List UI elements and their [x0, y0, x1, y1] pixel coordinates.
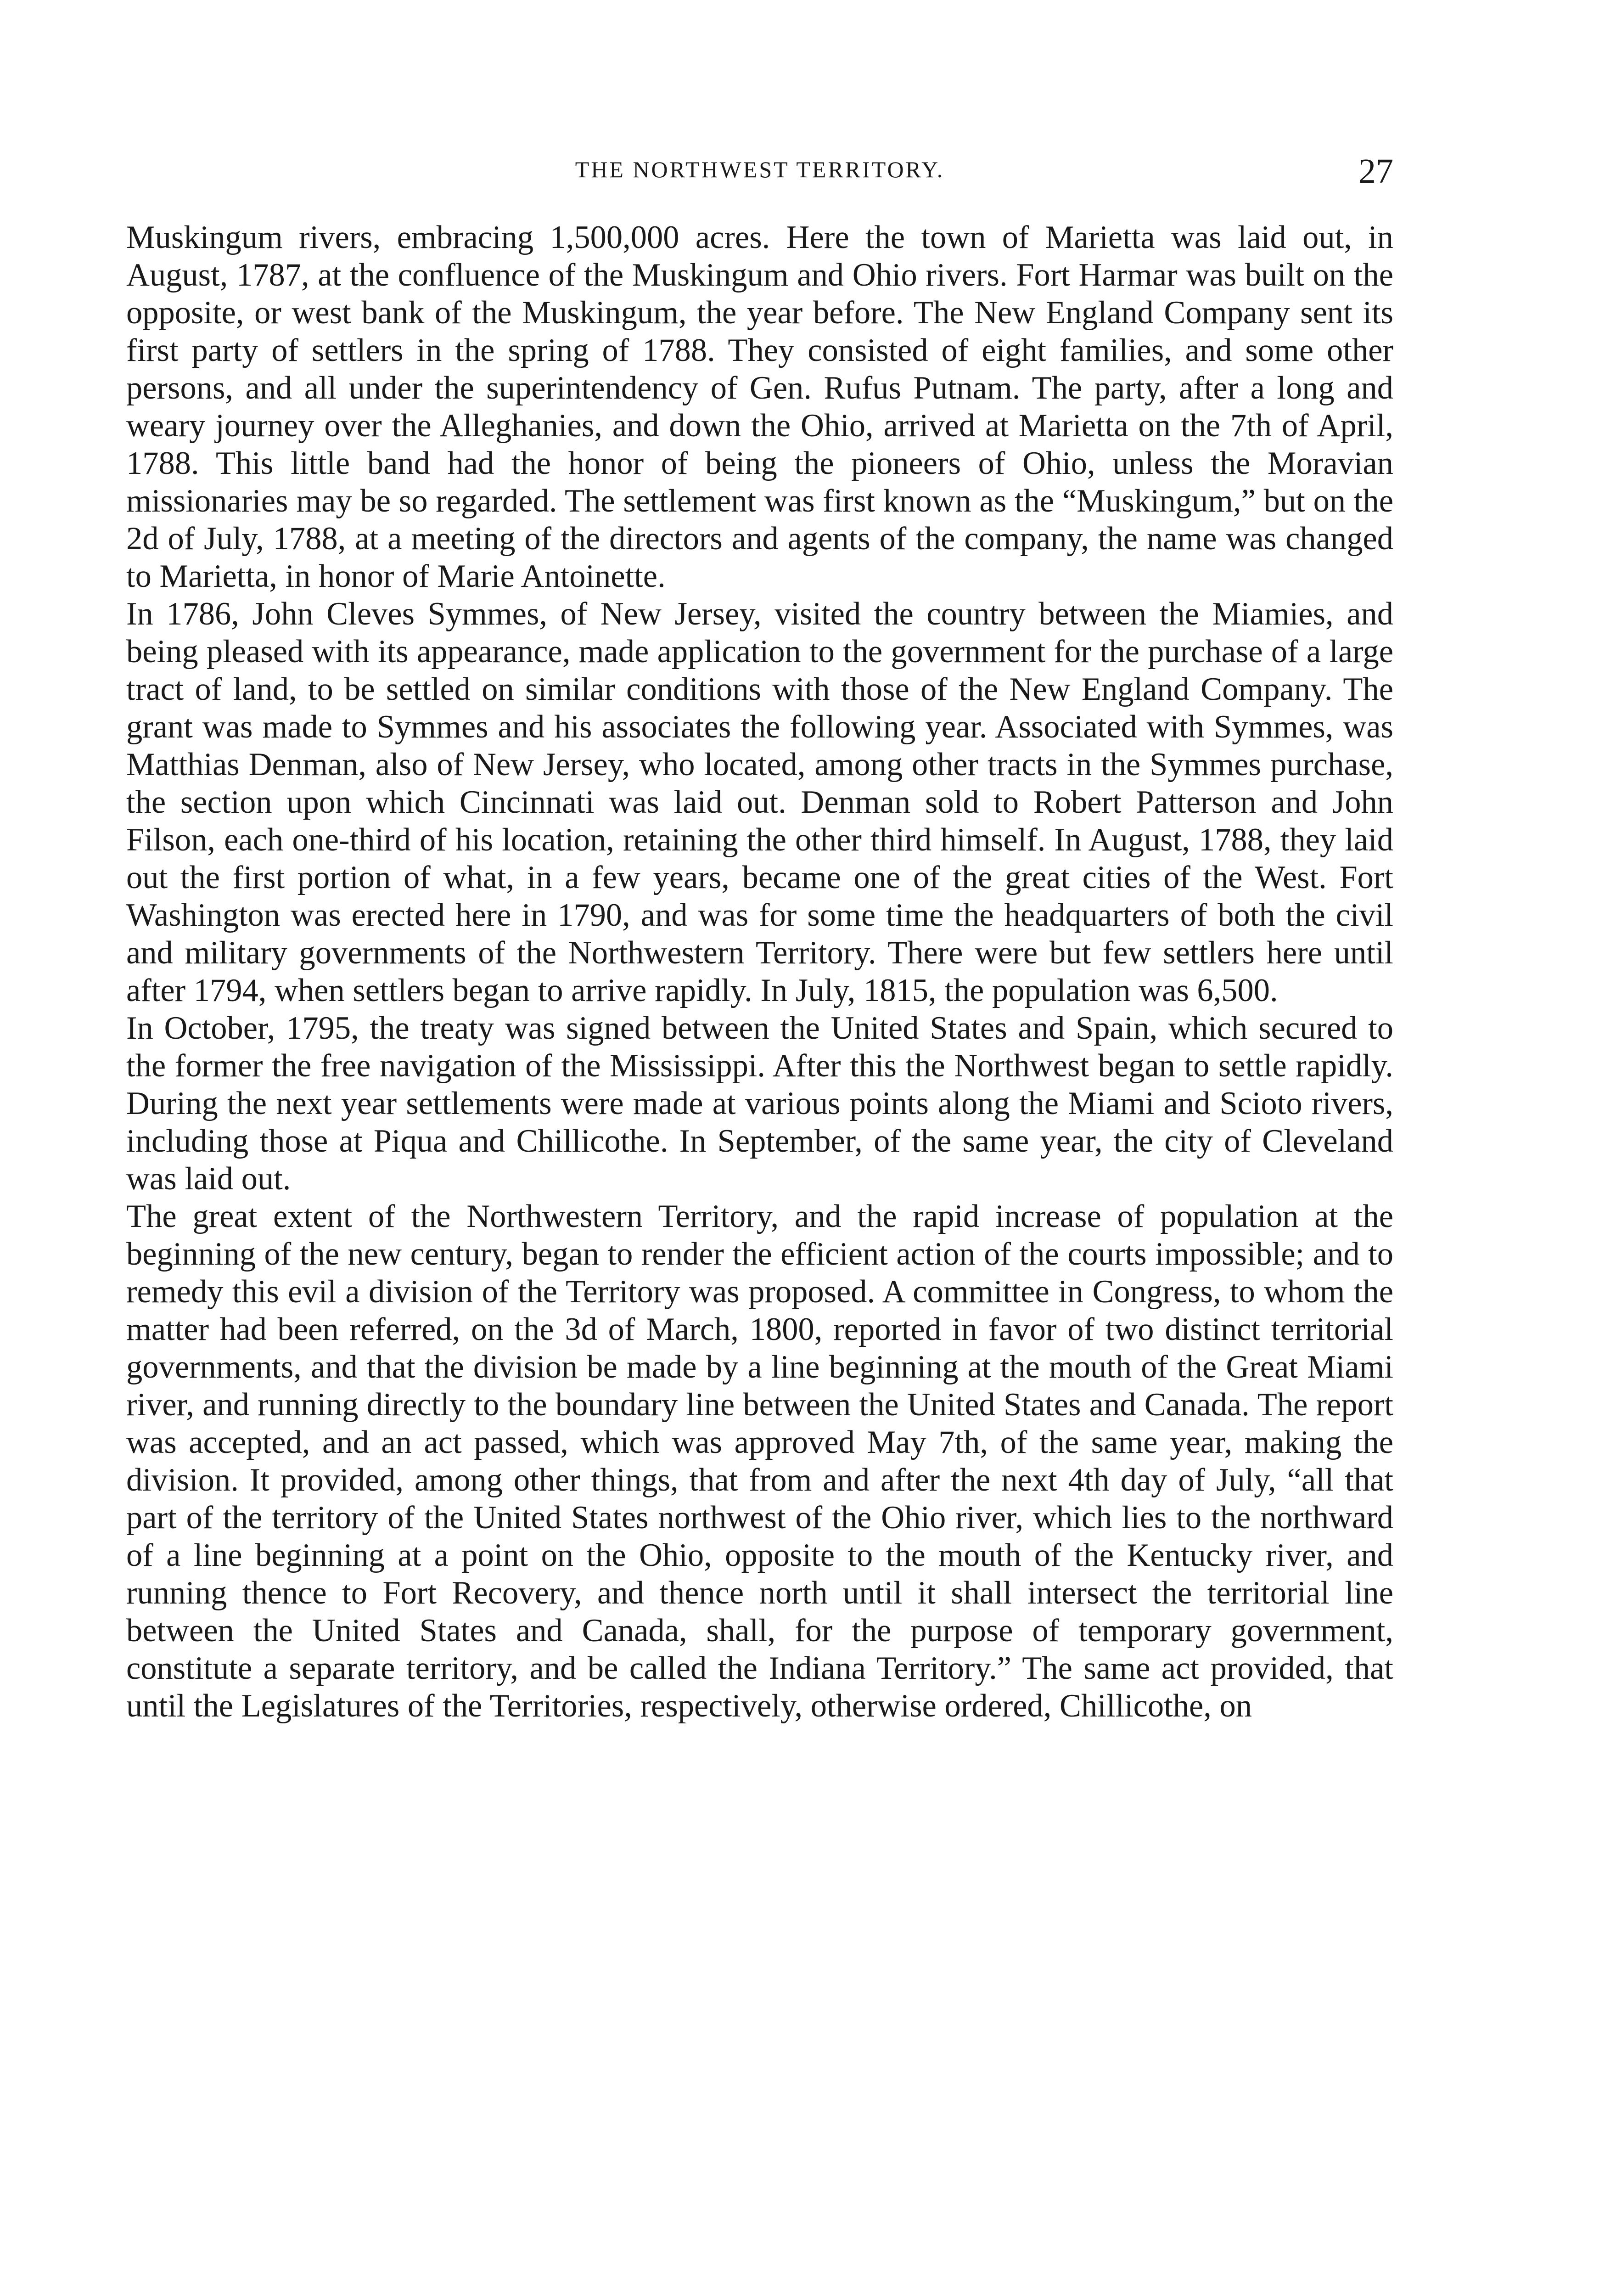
running-title: THE NORTHWEST TERRITORY. [575, 157, 945, 182]
paragraph-symmes-purchase: In 1786, John Cleves Symmes, of New Jersey, visited the country between the Miamies, and being pleased with its appearance, made application to the government for the purchase of a large tract of land, to be settled on similar conditions with those of the New England Company. The grant was made to Symmes and his associates the following year. Associated with Symmes, was Matthias Denman, also of New Jersey, who located, among other tracts in the Symmes purchase, the section upon which Cincinnati was laid out. Denman sold to Robert Patterson and John Filson, each one-third of his location, retaining the other third himself. In August, 1788, they laid out the first portion of what, in a few years, became one of the great cities of the West. Fort Washington was erected here in 1790, and was for some time the headquarters of both the civil and military governments of the Northwestern Territory. There were but few settlers here until after 1794, when settlers began to arrive rapidly. In July, 1815, the population was 6,500. [126, 596, 1393, 1008]
paragraph-treaty-spain: In October, 1795, the treaty was signed between the United States and Spain, which secured to the former the free navigation of the Mississippi. After this the Northwest began to settle rapidly. During the next year settlements were made at various points along the Miami and Scioto rivers, including those at Piqua and Chillicothe. In September, of the same year, the city of Cleveland was laid out. [126, 1010, 1393, 1197]
page-number: 27 [1358, 152, 1393, 191]
paragraph-marietta: Muskingum rivers, embracing 1,500,000 acres. Here the town of Marietta was laid out, in August, 1787, at the confluence of the Muskingum and Ohio rivers. Fort Harmar was built on the opposite, or west bank of the Muskingum, the year before. The New England Company sent its first party of settlers in the spring of 1788. They consisted of eight families, and some other persons, and all under the superintendency of Gen. Rufus Putnam. The party, after a long and weary journey over the Alleghanies, and down the Ohio, arrived at Marietta on the 7th of April, 1788. This little band had the honor of being the pioneers of Ohio, unless the Moravian missionaries may be so regarded. The settlement was first known as the “Muskingum,” but on the 2d of July, 1788, at a meeting of the directors and agents of the company, the name was changed to Marietta, in honor of Marie Antoinette. [126, 219, 1393, 594]
body-text [126, 219, 1393, 1725]
paragraph-territory-division: The great extent of the Northwestern Territory, and the rapid increase of population at the beginning of the new century, began to render the efficient action of the courts impossible; and to remedy this evil a division of the Territory was proposed. A committee in Congress, to whom the matter had been referred, on the 3d of March, 1800, reported in favor of two distinct territorial governments, and that the division be made by a line beginning at the mouth of the Great Miami river, and running directly to the boundary line between the United States and Canada. The report was accepted, and an act passed, which was approved May 7th, of the same year, making the division. It provided, among other things, that from and after the next 4th day of July, “all that part of the territory of the United States northwest of the Ohio river, which lies to the northward of a line beginning at a point on the Ohio, opposite to the mouth of the Kentucky river, and running thence to Fort Recovery, and thence north until it shall intersect the territorial line between the United States and Canada, shall, for the purpose of temporary government, constitute a separate territory, and be called the Indiana Territory.” The same act provided, that until the Legislatures of the Territories, respectively, otherwise ordered, Chillicothe, on [126, 1199, 1393, 1724]
page [126, 152, 1393, 1725]
running-head [126, 152, 1393, 202]
